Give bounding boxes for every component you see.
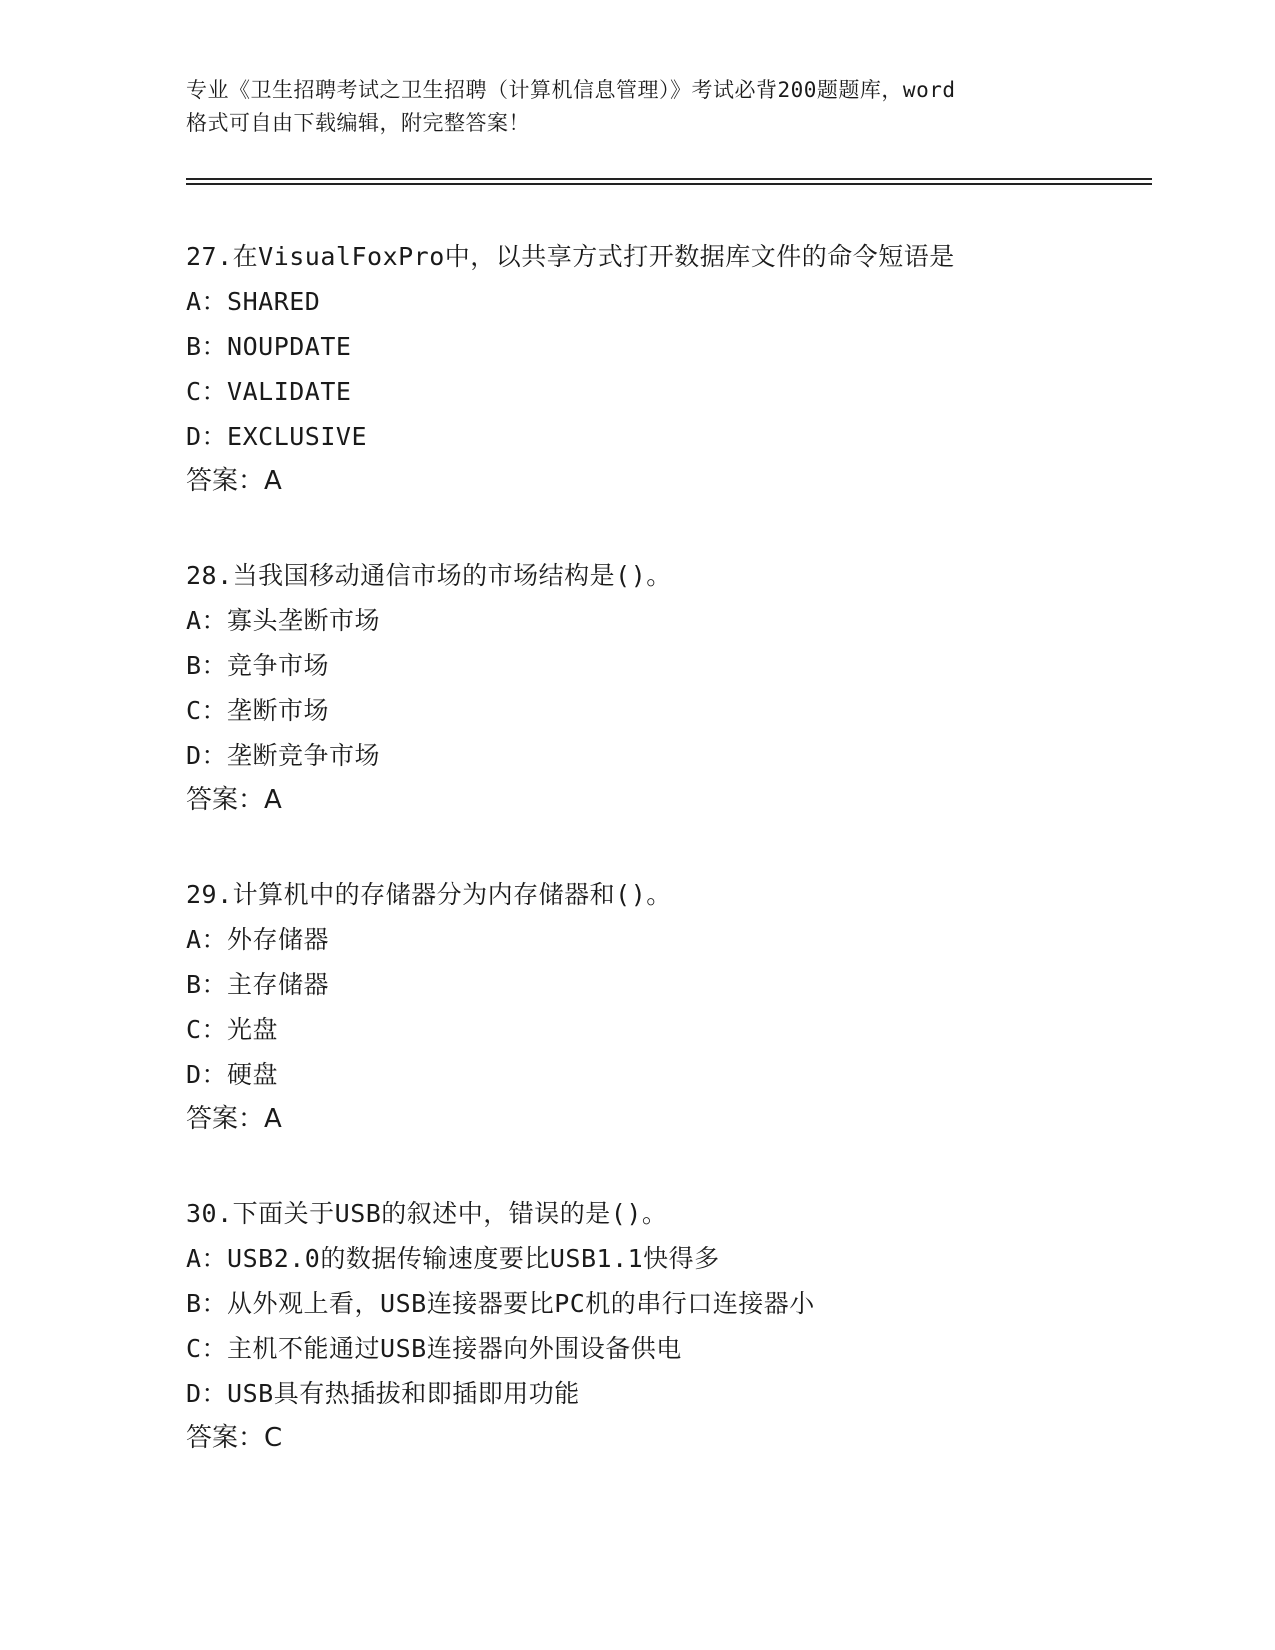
question-title: 30.下面关于USB的叙述中，错误的是()。 <box>186 1199 668 1228</box>
answer: 答案：A <box>186 466 282 496</box>
question-30 <box>186 1191 1152 1461</box>
option-c: C：主机不能通过USB连接器向外围设备供电 <box>186 1334 682 1363</box>
question-title: 27.在VisualFoxPro中，以共享方式打开数据库文件的命令短语是 <box>186 242 955 271</box>
answer: 答案：A <box>186 785 282 815</box>
option-d: D：USB具有热插拔和即插即用功能 <box>186 1379 580 1408</box>
header-line-2: 格式可自由下载编辑，附完整答案！ <box>186 111 530 135</box>
option-b: B：竞争市场 <box>186 651 330 680</box>
question-27 <box>186 234 1152 504</box>
option-a: A：USB2.0的数据传输速度要比USB1.1快得多 <box>186 1244 720 1273</box>
answer: 答案：A <box>186 1104 282 1134</box>
option-a: A：外存储器 <box>186 925 330 954</box>
document-header <box>186 74 1096 140</box>
option-d: D：硬盘 <box>186 1060 279 1089</box>
option-b: B：NOUPDATE <box>186 332 352 361</box>
header-divider-top <box>186 178 1152 180</box>
option-c: C：VALIDATE <box>186 377 352 406</box>
option-c: C：光盘 <box>186 1015 279 1044</box>
header-divider-bottom <box>186 183 1152 185</box>
option-b: B：从外观上看，USB连接器要比PC机的串行口连接器小 <box>186 1289 815 1318</box>
question-28 <box>186 553 1152 823</box>
option-d: D：EXCLUSIVE <box>186 422 368 451</box>
option-b: B：主存储器 <box>186 970 330 999</box>
option-d: D：垄断竞争市场 <box>186 741 381 770</box>
question-title: 28.当我国移动通信市场的市场结构是()。 <box>186 561 672 590</box>
option-a: A：寡头垄断市场 <box>186 606 381 635</box>
answer: 答案：C <box>186 1423 283 1453</box>
question-29 <box>186 872 1152 1142</box>
option-a: A：SHARED <box>186 287 321 316</box>
header-line-1: 专业《卫生招聘考试之卫生招聘（计算机信息管理）》考试必背200题题库，word <box>186 78 956 102</box>
option-c: C：垄断市场 <box>186 696 330 725</box>
question-title: 29.计算机中的存储器分为内存储器和()。 <box>186 880 672 909</box>
